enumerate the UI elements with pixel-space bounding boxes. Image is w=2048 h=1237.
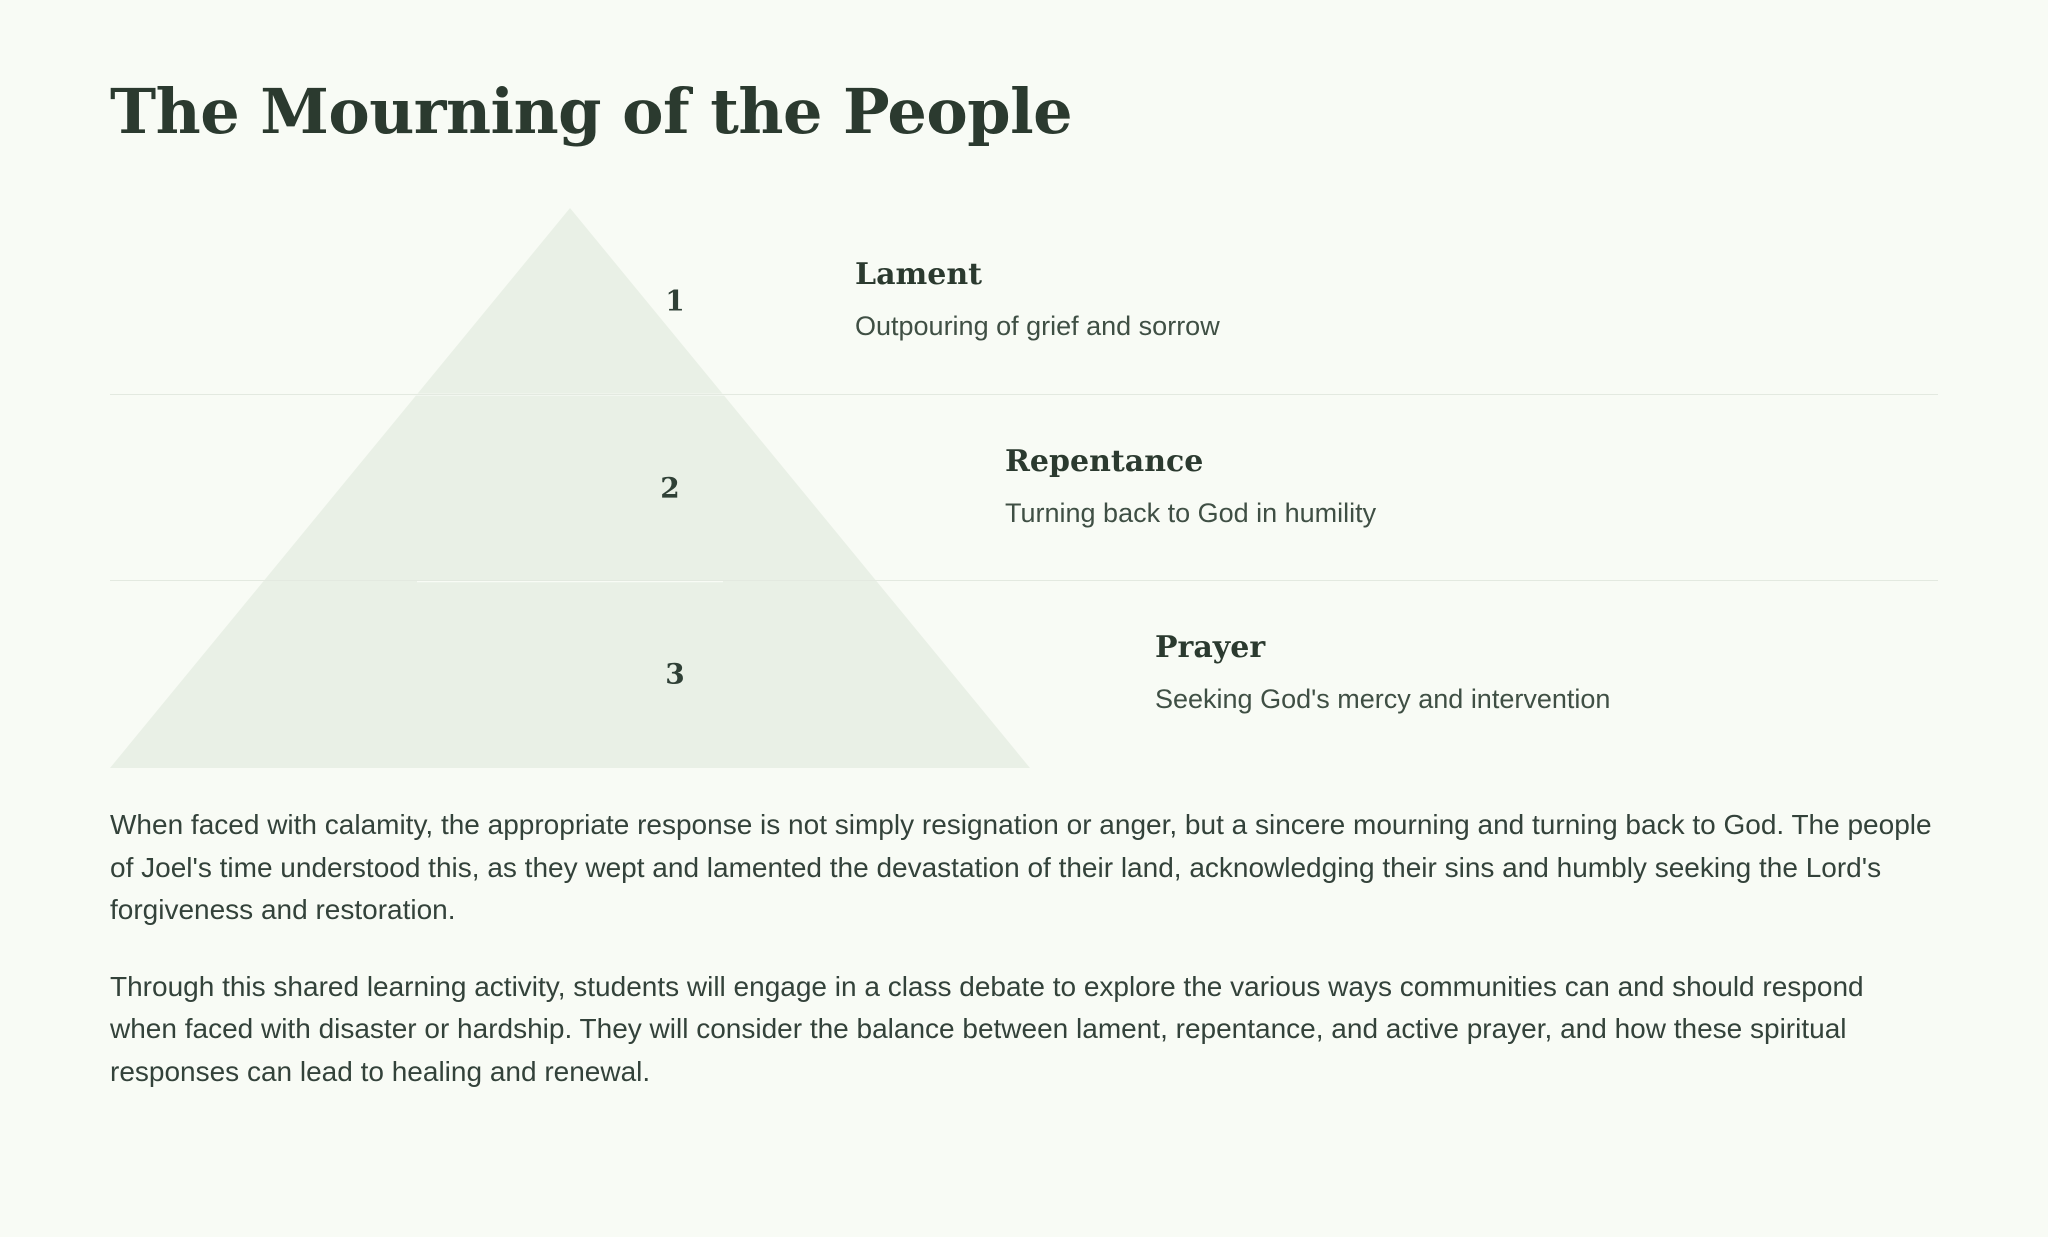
body-paragraph-2: Through this shared learning activity, students will engage in a class debate to explore the various ways communities can and should respond when faced with disaster or hardship. They will consider the balance between lament, repentance, and active prayer, and how these spiritual responses can lead to healing and renewal. (110, 970, 1864, 1087)
pyramid-rows (110, 208, 1938, 768)
pyramid-diagram (110, 208, 1938, 768)
pyramid-level-description: Seeking God's mercy and intervention (1155, 683, 1611, 714)
pyramid-level-2 (110, 394, 1938, 580)
pyramid-level-label: Prayer (1155, 629, 1266, 665)
pyramid-level-3 (110, 580, 1938, 766)
pyramid-level-text (855, 258, 1220, 344)
pyramid-level-1 (110, 208, 1938, 394)
pyramid-level-number: 1 (665, 284, 685, 318)
pyramid-level-text (1005, 445, 1376, 531)
page-title: The Mourning of the People (110, 75, 1073, 148)
pyramid-level-text (1155, 631, 1610, 717)
pyramid-level-number: 2 (660, 471, 680, 505)
body-paragraph-1: When faced with calamity, the appropriate response is not simply resignation or anger, but a sincere mourning and turning back to God. The people of Joel's time understood this, as they wept and lamented the devastation of their land, acknowledging their sins and humbly seeking the Lord's forgiveness and restoration. (110, 809, 1932, 926)
pyramid-level-number: 3 (665, 657, 685, 691)
pyramid-level-label: Repentance (1005, 443, 1204, 479)
pyramid-level-description: Outpouring of grief and sorrow (855, 311, 1220, 342)
pyramid-level-description: Turning back to God in humility (1005, 497, 1377, 528)
body-copy (110, 804, 1938, 1093)
pyramid-level-label: Lament (855, 257, 983, 293)
